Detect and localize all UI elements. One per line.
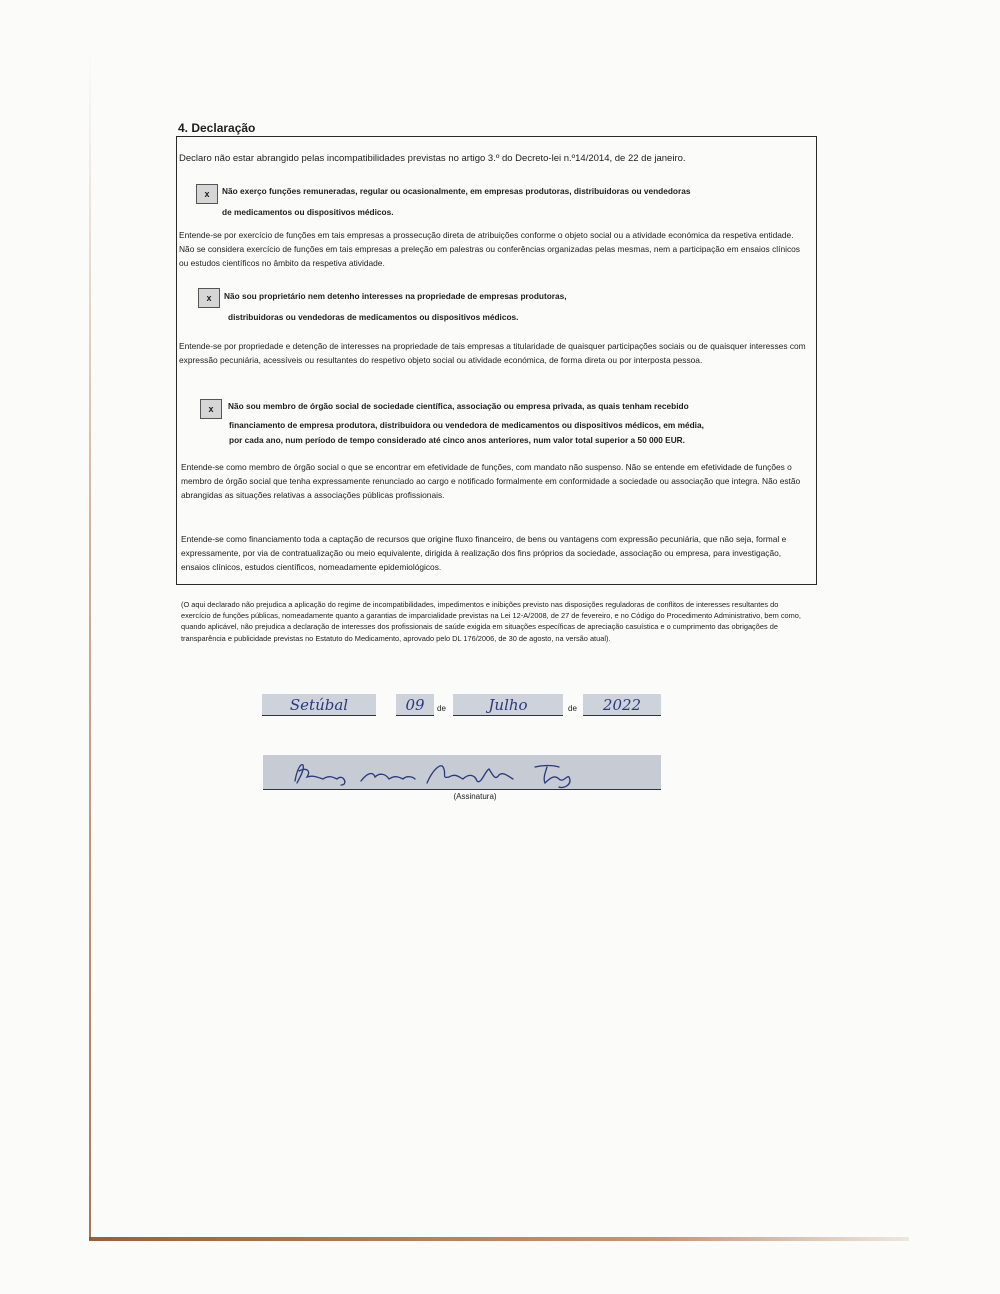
date-separator: de	[437, 704, 446, 713]
signature-field[interactable]	[263, 755, 661, 790]
section-title: 4. Declaração	[178, 121, 256, 135]
handwritten-signature	[263, 755, 661, 790]
item1-line2: de medicamentos ou dispositivos médicos.	[222, 207, 394, 217]
checkbox-mark: x	[204, 189, 210, 199]
item3-line3: por cada ano, num período de tempo considerado até cinco anos anteriores, num valor total superior a 50 000 EUR.	[229, 435, 685, 445]
item1-line1: Não exerço funções remuneradas, regular ou ocasionalmente, em empresas produtoras, distribuidoras ou vendedoras	[222, 186, 691, 196]
checkbox-no-ownership[interactable]	[198, 288, 220, 308]
legal-disclaimer: (O aqui declarado não prejudica a aplicação do regime de incompatibilidades, impedimentos e inibições previsto nas disposições reguladoras de conflitos de interesses resultantes do exercício de funções públicas, nomeadamente quanto a garantias de imparcialidade previstas na Lei 12-A/2008, de 27 de fevereiro, e no Código do Procedimento Administrativo, bem como, quando aplicável, não prejudica a declaração de interesses dos profissionais de saúde exigida em situações específicas de apreciação casuística e o cumprimento das obrigações de transparência e publicidade previstas no Estatuto do Medicamento, aprovado pelo DL 176/2006, de 30 de agosto, na versão atual).	[181, 600, 801, 643]
year-field[interactable]: 2022	[583, 694, 661, 716]
checkbox-mark: x	[206, 293, 212, 303]
item3-explanation: Entende-se como membro de órgão social o que se encontrar em efetividade de funções, com mandato não suspenso. Não se entende em efetividade de funções o membro de órgão social que tenha expressamente renunciado ao cargo e notificado formalmente em conformidade a sociedade ou associação que integra. Não estão abrangidas as situações relativas a associações públicas profissionais.	[181, 462, 801, 501]
day-field[interactable]: 09	[396, 694, 434, 716]
item3-line2: financiamento de empresa produtora, distribuidora ou vendedora de medicamentos ou dispositivos médicos, em média,	[229, 420, 704, 430]
month-field[interactable]: Julho	[453, 694, 563, 716]
signature-caption: (Assinatura)	[453, 792, 497, 801]
checkbox-no-paid-functions[interactable]	[196, 184, 218, 204]
item2-line1: Não sou proprietário nem detenho interesses na propriedade de empresas produtoras,	[224, 291, 567, 301]
declaration-intro: Declaro não estar abrangido pelas incompatibilidades previstas no artigo 3.º do Decreto-lei n.º14/2014, de 22 de janeiro.	[179, 153, 686, 164]
item2-line2: distribuidoras ou vendedoras de medicamentos ou dispositivos médicos.	[228, 312, 519, 322]
financing-explanation: Entende-se como financiamento toda a captação de recursos que origine fluxo financeiro, de bens ou vantagens com expressão pecuniária, que não seja, formal e expressamente, por via de contratualização ou meio equivalente, dirigida à realização dos fins próprios da sociedade, associação ou empresa, para investigação, ensaios clínicos, estudos científicos, nomeadamente epidemiológicos.	[181, 534, 787, 573]
item3-line1: Não sou membro de órgão social de sociedade científica, associação ou empresa privada, as quais tenham recebido	[228, 401, 689, 411]
date-separator: de	[568, 704, 577, 713]
checkbox-mark: x	[208, 404, 214, 414]
place-field[interactable]: Setúbal	[262, 694, 376, 716]
checkbox-no-board-member[interactable]	[200, 399, 222, 419]
item2-explanation: Entende-se por propriedade e detenção de interesses na propriedade de tais empresas a titularidade de quaisquer participações sociais ou de quaisquer interesses com expressão pecuniária, acessíveis ou resultantes do respetivo objeto social ou atividade económica, de forma direta ou por interposta pessoa.	[179, 341, 806, 366]
item1-explanation: Entende-se por exercício de funções em tais empresas a prossecução direta de atribuições conforme o objeto social ou a atividade económica da respetiva entidade. Não se considera exercício de funções em tais empresas a preleção em palestras ou conferências organizadas pelas mesmas, nem a participação em ensaios clínicos ou estudos científicos no âmbito da respetiva atividade.	[179, 230, 800, 269]
